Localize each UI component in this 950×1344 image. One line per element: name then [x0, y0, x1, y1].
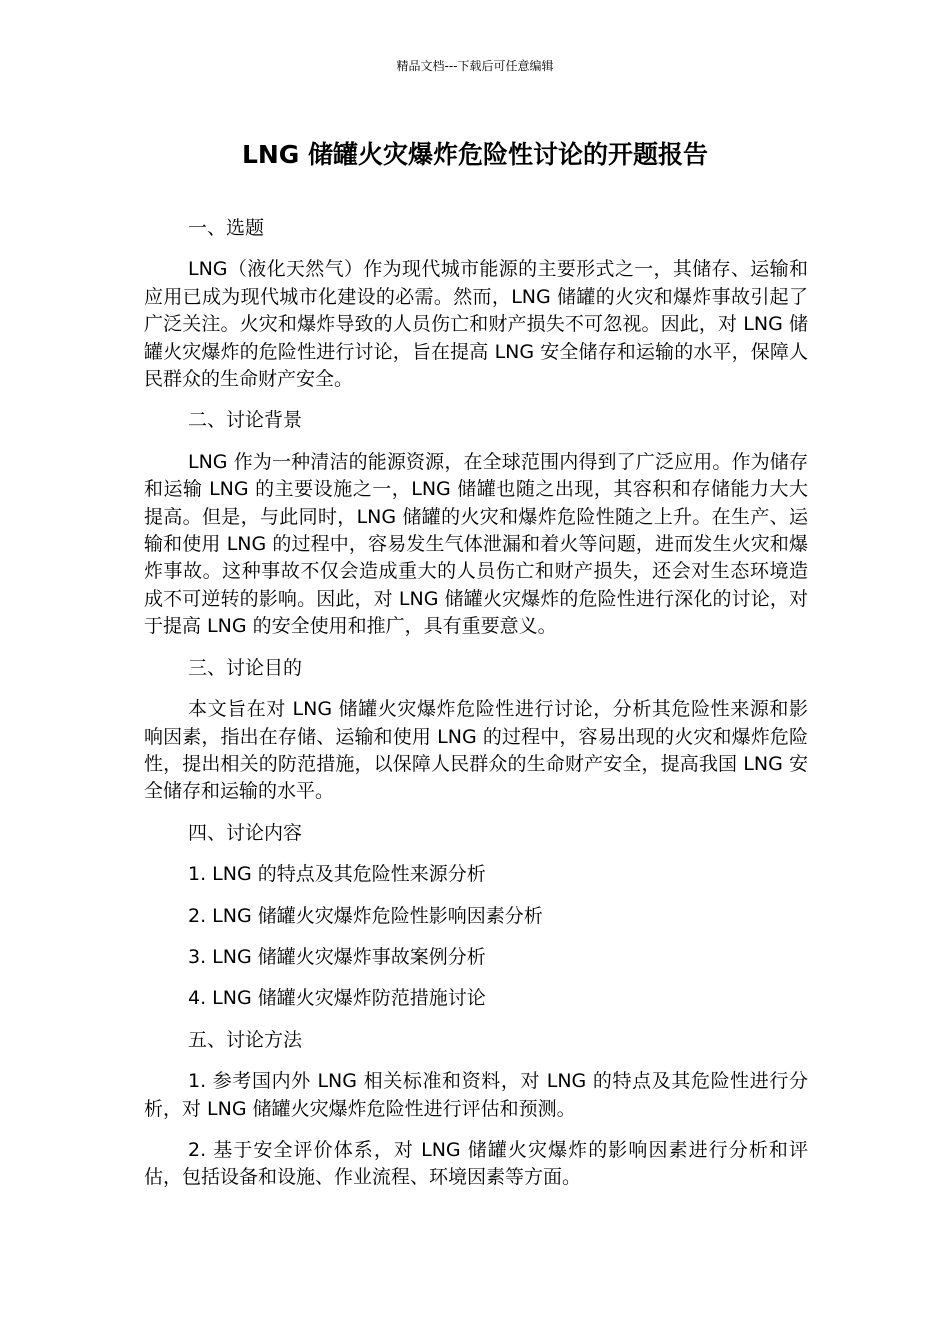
content-item-4: 4. LNG 储罐火灾爆炸防范措施讨论 — [188, 987, 486, 1010]
section-heading-content: 四、讨论内容 — [188, 821, 303, 844]
paragraph-topic: LNG（液化天然气）作为现代城市能源的主要形式之一，其储存、运输和应用已成为现代城市化建设的必需。然而，LNG 储罐的火灾和爆炸事故引起了广泛关注。火灾和爆炸导致的人员伤亡和财产损失不可忽视。因此，对 LNG 储罐火灾爆炸的危险性进行讨论，旨在提高 LNG 安全储存和运输的水平，保障人民群众的生命财产安全。 — [144, 258, 808, 391]
section-heading-topic: 一、选题 — [188, 217, 265, 239]
content-item-3: 3. LNG 储罐火灾爆炸事故案例分析 — [188, 945, 486, 968]
document-title: LNG 储罐火灾爆炸危险性讨论的开题报告 — [241, 140, 709, 169]
header-note: 精品文档---下载后可任意编辑 — [396, 59, 554, 73]
paragraph-purpose: 本文旨在对 LNG 储罐火灾爆炸危险性进行讨论，分析其危险性来源和影响因素，指出在存储、运输和使用 LNG 的过程中，容易出现的火灾和爆炸危险性，提出相关的防范措施，以保障人民群众的生命财产安全，提高我国 LNG 安全储存和运输的水平。 — [144, 698, 808, 803]
paragraph-background: LNG 作为一种清洁的能源资源，在全球范围内得到了广泛应用。作为储存和运输 LNG 的主要设施之一，LNG 储罐也随之出现，其容积和存储能力大大提高。但是，与此同时，LNG 储罐的火灾和爆炸危险性随之上升。在生产、运输和使用 LNG 的过程中，容易发生气体泄漏和着火等问题，进而发生火灾和爆炸事故。这种事故不仅会造成重大的人员伤亡和财产损失，还会对生态环境造成不可逆转的影响。因此，对 LNG 储罐火灾爆炸的危险性进行深化的讨论，对于提高 LNG 的安全使用和推广，具有重要意义。 — [144, 450, 808, 638]
method-item-1: 1. 参考国内外 LNG 相关标准和资料，对 LNG 的特点及其危险性进行分析，对 LNG 储罐火灾爆炸危险性进行评估和预测。 — [144, 1070, 808, 1120]
content-item-1: 1. LNG 的特点及其危险性来源分析 — [188, 863, 486, 886]
method-item-2: 2. 基于安全评价体系，对 LNG 储罐火灾爆炸的影响因素进行分析和评估，包括设备和设施、作业流程、环境因素等方面。 — [144, 1138, 808, 1189]
document-body — [144, 215, 808, 1206]
section-heading-method: 五、讨论方法 — [188, 1028, 303, 1051]
section-heading-background: 二、讨论背景 — [188, 409, 303, 432]
content-item-2: 2. LNG 储罐火灾爆炸危险性影响因素分析 — [188, 904, 543, 927]
section-heading-purpose: 三、讨论目的 — [188, 656, 303, 679]
